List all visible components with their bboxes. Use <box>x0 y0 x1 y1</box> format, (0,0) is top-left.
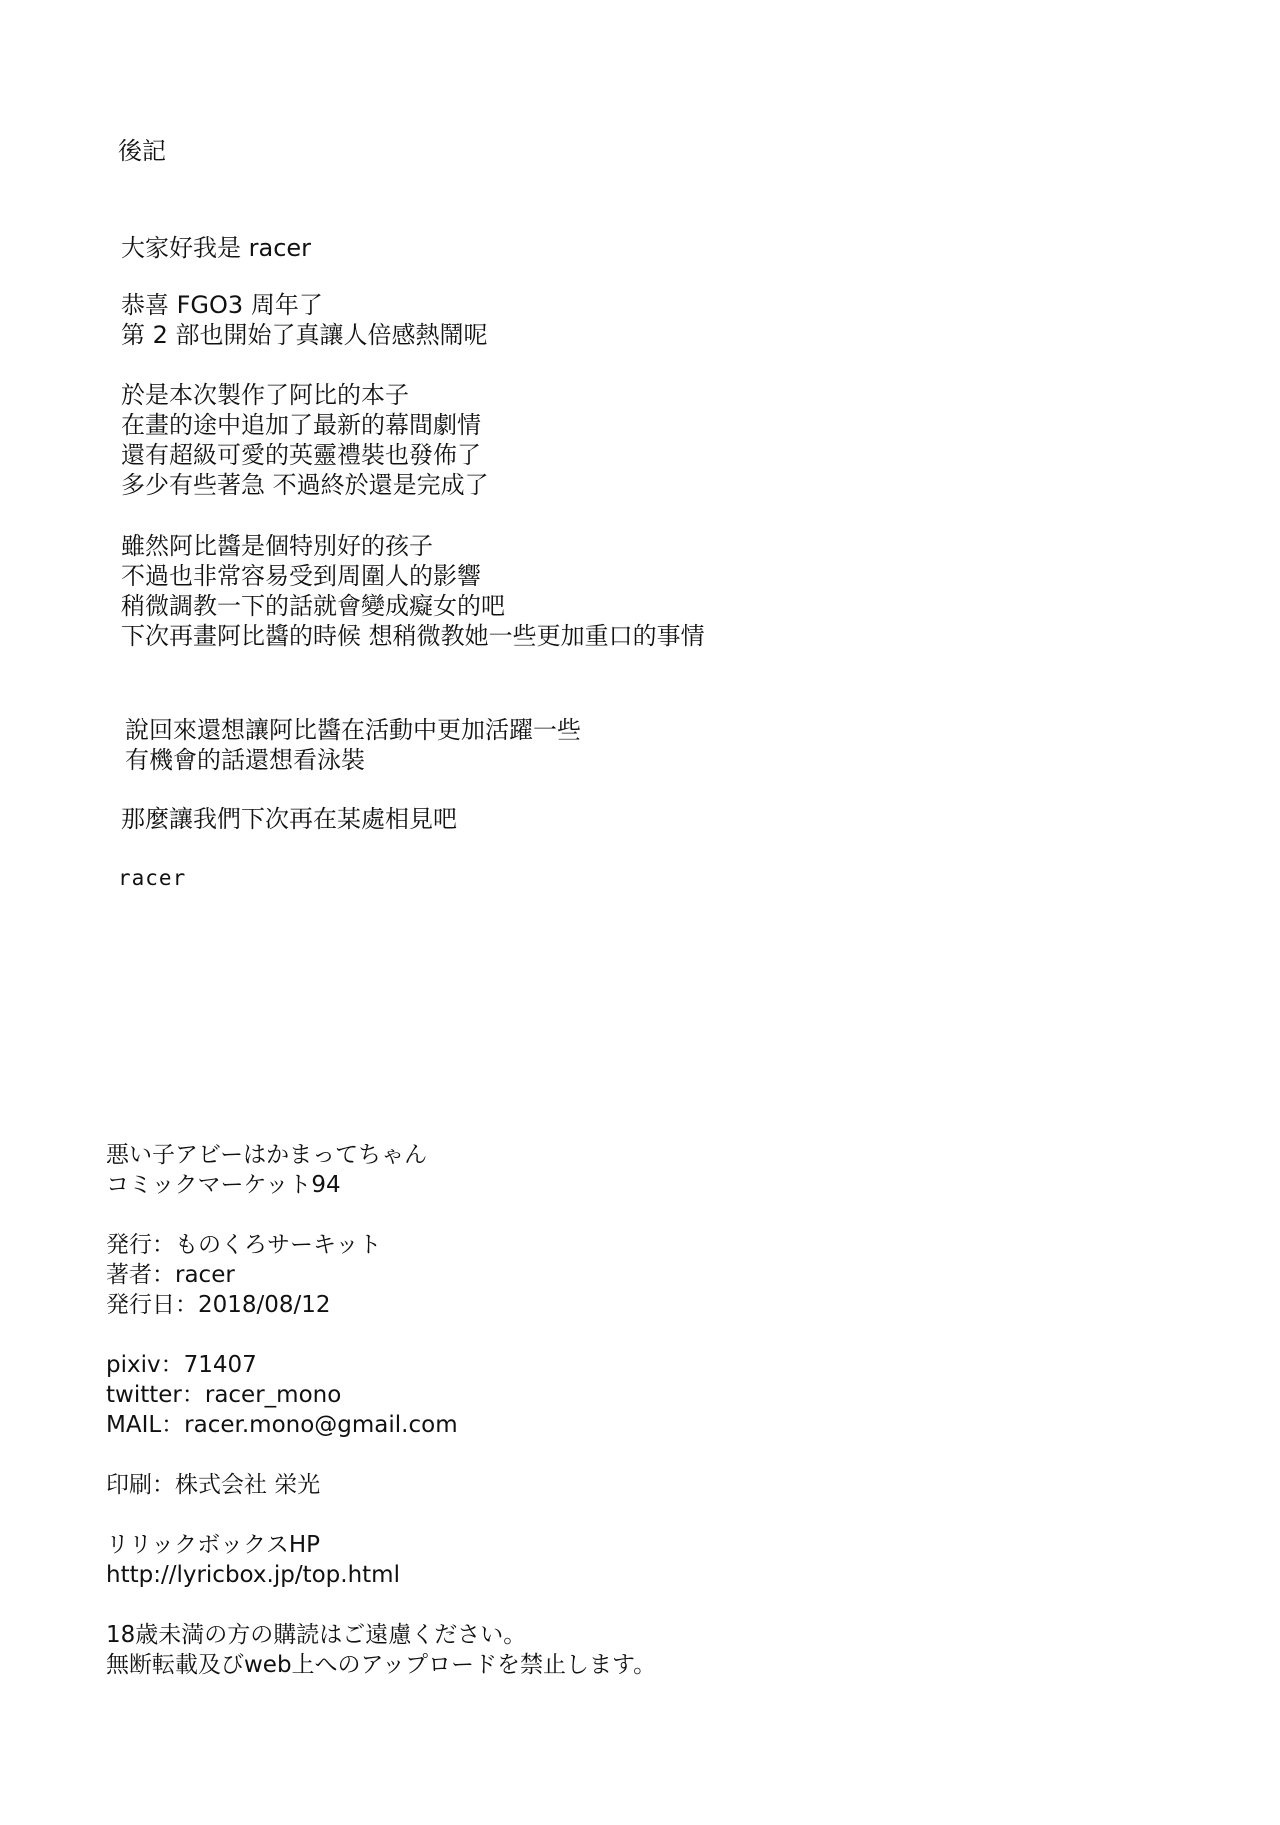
paragraph-line: 第 2 部也開始了真讓人倍感熱鬧呢 <box>121 321 488 349</box>
paragraph-line: 不過也非常容易受到周圍人的影響 <box>121 562 481 590</box>
website-title: リリックボックスHP <box>106 1532 321 1558</box>
afterword-heading: 後記 <box>118 137 166 165</box>
paragraph-line: 多少有些著急 不過終於還是完成了 <box>121 471 489 499</box>
colophon-website-block <box>106 1530 400 1590</box>
afterword-paragraph <box>121 290 488 350</box>
twitter-line: twitter：racer_mono <box>106 1382 342 1408</box>
author-line: 著者：racer <box>106 1262 235 1288</box>
colophon-notice-block <box>106 1620 656 1680</box>
afterword-paragraph <box>125 715 581 775</box>
paragraph-line: 雖然阿比醬是個特別好的孩子 <box>121 532 433 560</box>
printer-line: 印刷：株式会社 栄光 <box>106 1472 321 1498</box>
paragraph-line: 那麼讓我們下次再在某處相見吧 <box>121 805 457 833</box>
pixiv-line: pixiv：71407 <box>106 1352 257 1378</box>
paragraph-line: 於是本次製作了阿比的本子 <box>121 381 409 409</box>
afterword-paragraph <box>121 531 705 651</box>
greeting-paragraph <box>121 233 311 263</box>
signature: racer <box>118 866 187 890</box>
publisher-line: 発行：ものくろサーキット <box>106 1232 382 1258</box>
afterword-paragraph <box>121 804 457 834</box>
publish-date-line: 発行日：2018/08/12 <box>106 1292 331 1318</box>
paragraph-line: 稍微調教一下的話就會變成癡女的吧 <box>121 592 505 620</box>
greeting-line: 大家好我是 racer <box>121 234 312 262</box>
event-name: コミックマーケット94 <box>106 1172 341 1198</box>
colophon-publication-block <box>106 1230 382 1320</box>
colophon-printer-block <box>106 1470 320 1500</box>
reprint-notice: 無断転載及びweb上へのアップロードを禁止します。 <box>106 1652 657 1678</box>
paragraph-line: 恭喜 FGO3 周年了 <box>121 291 323 319</box>
mail-line: MAIL：racer.mono@gmail.com <box>106 1412 458 1438</box>
paragraph-line: 還有超級可愛的英靈禮裝也發佈了 <box>121 441 481 469</box>
paragraph-line: 在畫的途中追加了最新的幕間劇情 <box>121 411 481 439</box>
book-title: 悪い子アビーはかまってちゃん <box>106 1142 428 1168</box>
paragraph-line: 下次再畫阿比醬的時候 想稍微教她一些更加重口的事情 <box>121 622 705 650</box>
website-url: http://lyricbox.jp/top.html <box>106 1562 400 1588</box>
paragraph-line: 有機會的話還想看泳裝 <box>125 746 365 774</box>
colophon-contact-block <box>106 1350 458 1440</box>
paragraph-line: 說回來還想讓阿比醬在活動中更加活躍一些 <box>125 716 581 744</box>
age-notice: 18歳未満の方の購読はご遠慮ください。 <box>106 1622 527 1648</box>
colophon-title-block <box>106 1140 427 1200</box>
afterword-paragraph <box>121 380 489 500</box>
